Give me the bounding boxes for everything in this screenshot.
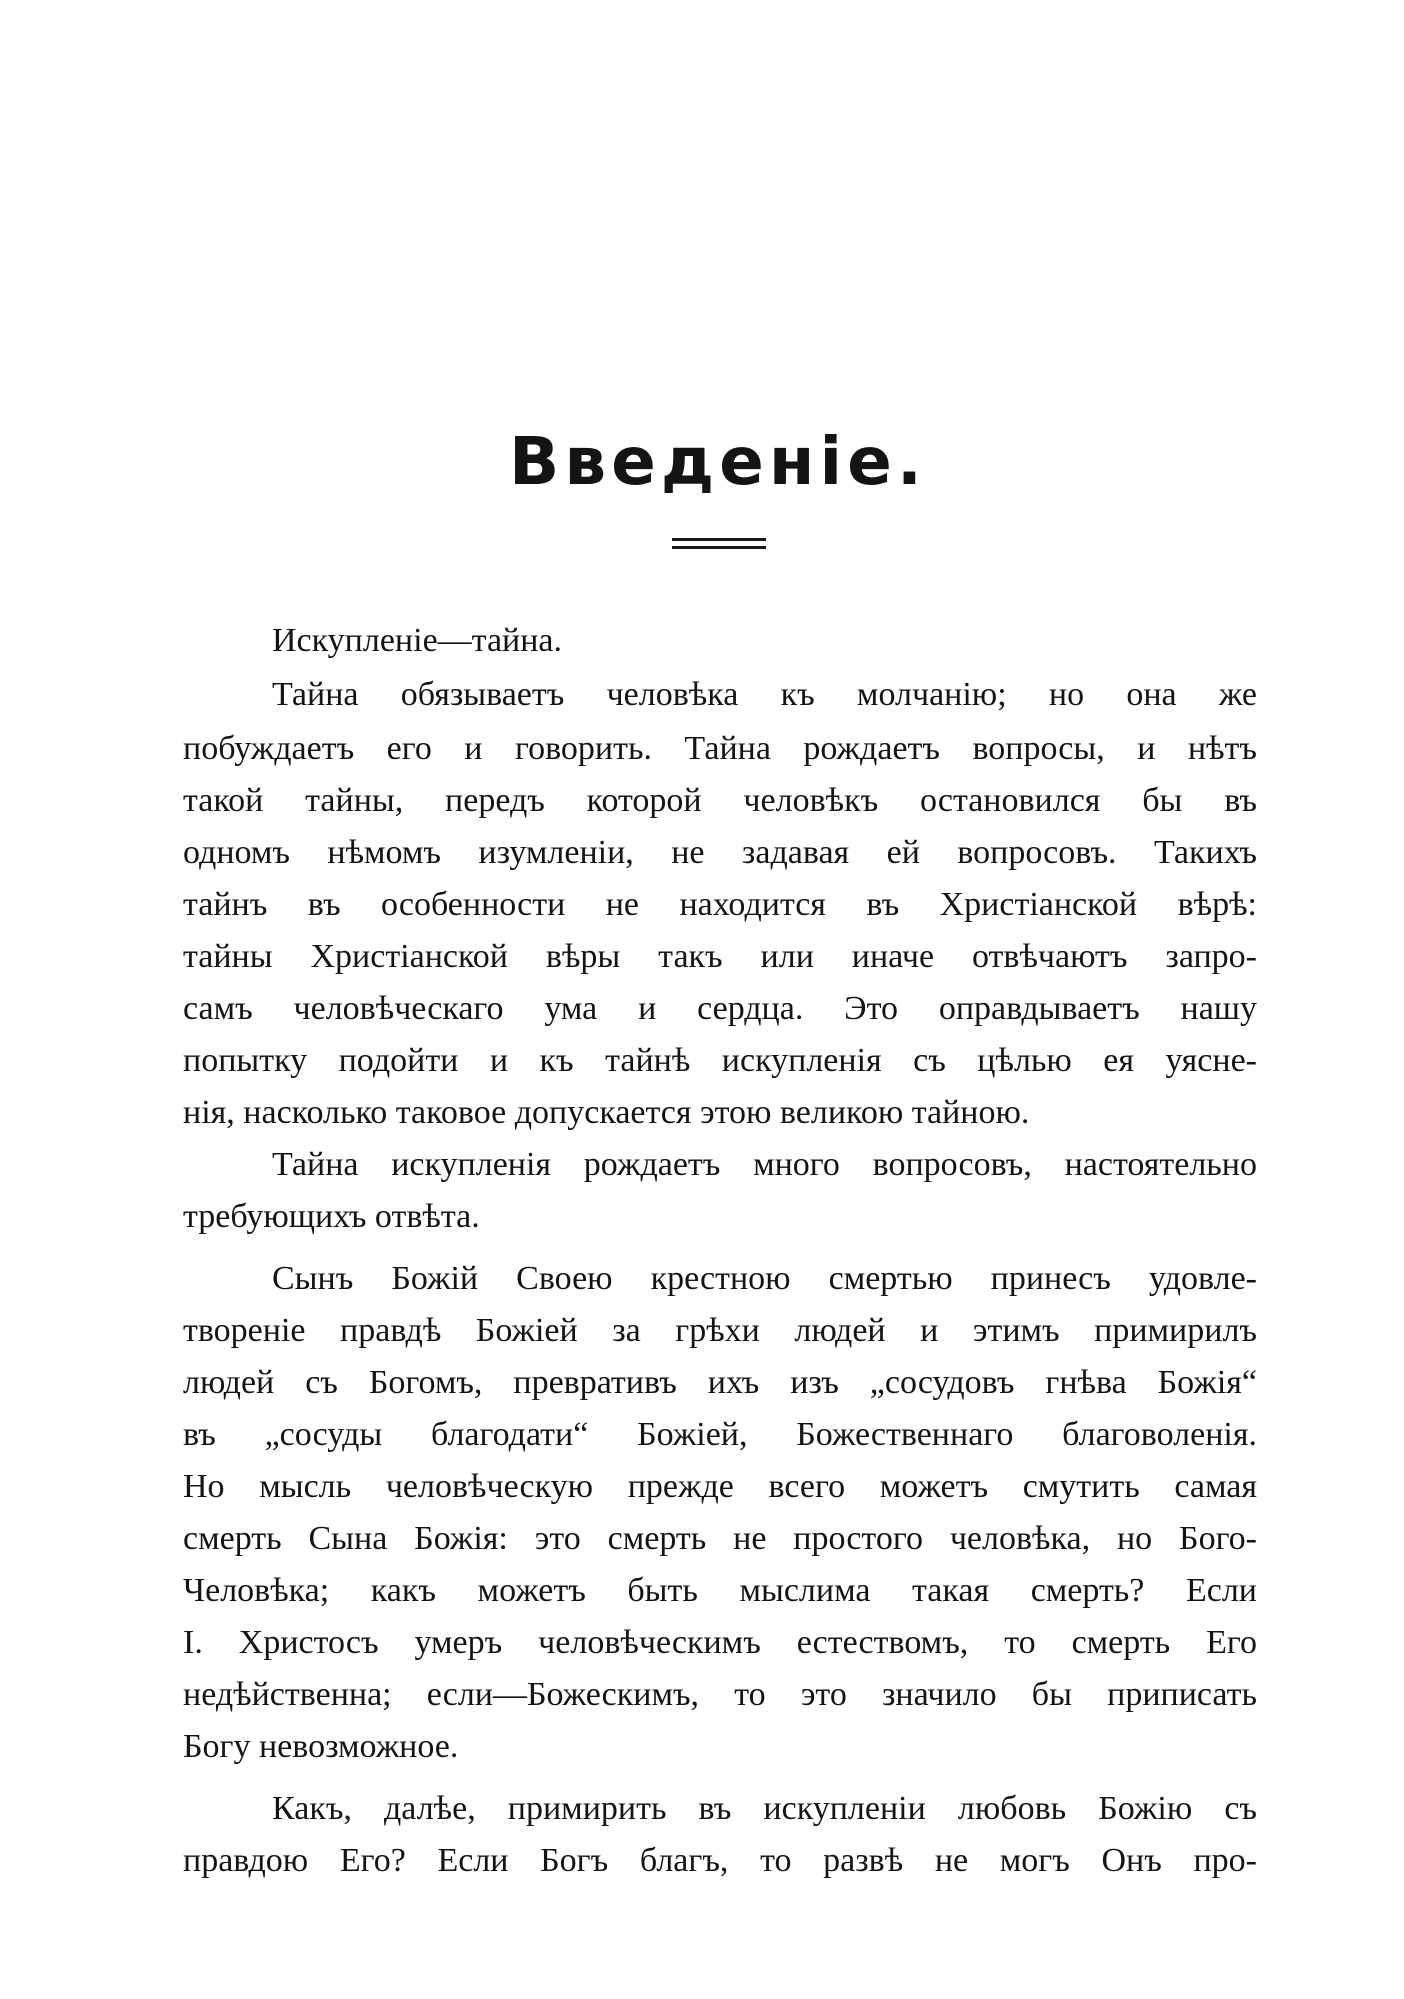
text-line: требующихъ отвѣта.: [183, 1198, 480, 1235]
text-line: тайны Христіанской вѣры такъ или иначе отвѣчаютъ запро-: [183, 938, 1257, 975]
text-line: Тайна искупленія рождаетъ много вопросовъ, настоятельно: [272, 1146, 1257, 1183]
chapter-title: Введеніе.: [509, 423, 927, 500]
text-line: недѣйственна; если—Божескимъ, то это значило бы приписать: [183, 1676, 1257, 1713]
text-line: Человѣка; какъ можетъ быть мыслима такая смерть? Если: [183, 1572, 1257, 1609]
title-divider-bottom: [672, 546, 766, 549]
text-line: правдою Его? Если Богъ благъ, то развѣ не могъ Онъ про-: [183, 1842, 1257, 1879]
text-line: такой тайны, передъ которой человѣкъ остановился бы въ: [183, 782, 1257, 819]
text-line: попытку подойти и къ тайнѣ искупленія съ цѣлью ея уясне-: [183, 1042, 1257, 1079]
text-line: Тайна обязываетъ человѣка къ молчанію; но она же: [272, 676, 1257, 713]
text-line: тайнъ въ особенности не находится въ Христіанской вѣрѣ:: [183, 886, 1257, 923]
text-line: твореніе правдѣ Божіей за грѣхи людей и этимъ примирилъ: [183, 1312, 1257, 1349]
text-line: побуждаетъ его и говорить. Тайна рождаетъ вопросы, и нѣтъ: [183, 730, 1257, 767]
section-subtitle: Искупленіе—тайна.: [272, 622, 563, 659]
text-line: въ „сосуды благодати“ Божіей, Божественнаго благоволенія.: [183, 1416, 1257, 1453]
text-line: Но мысль человѣческую прежде всего можетъ смутить самая: [183, 1468, 1257, 1505]
text-line: Какъ, далѣе, примирить въ искупленіи любовь Божію съ: [272, 1790, 1257, 1827]
text-line: людей съ Богомъ, превративъ ихъ изъ „сосудовъ гнѣва Божія“: [183, 1364, 1257, 1401]
text-line: смерть Сына Божія: это смерть не простого человѣка, но Бого-: [183, 1520, 1257, 1557]
text-line: самъ человѣческаго ума и сердца. Это оправдываетъ нашу: [183, 990, 1257, 1027]
text-line: нія, насколько таковое допускается этою великою тайною.: [183, 1094, 1030, 1131]
title-divider-top: [672, 538, 766, 541]
text-line: Богу невозможное.: [183, 1728, 459, 1765]
text-line: І. Христосъ умеръ человѣческимъ естествомъ, то смерть Его: [183, 1624, 1257, 1661]
text-line: Сынъ Божій Своею крестною смертью принесъ удовле-: [272, 1260, 1257, 1297]
text-line: одномъ нѣмомъ изумленіи, не задавая ей вопросовъ. Такихъ: [183, 834, 1257, 871]
